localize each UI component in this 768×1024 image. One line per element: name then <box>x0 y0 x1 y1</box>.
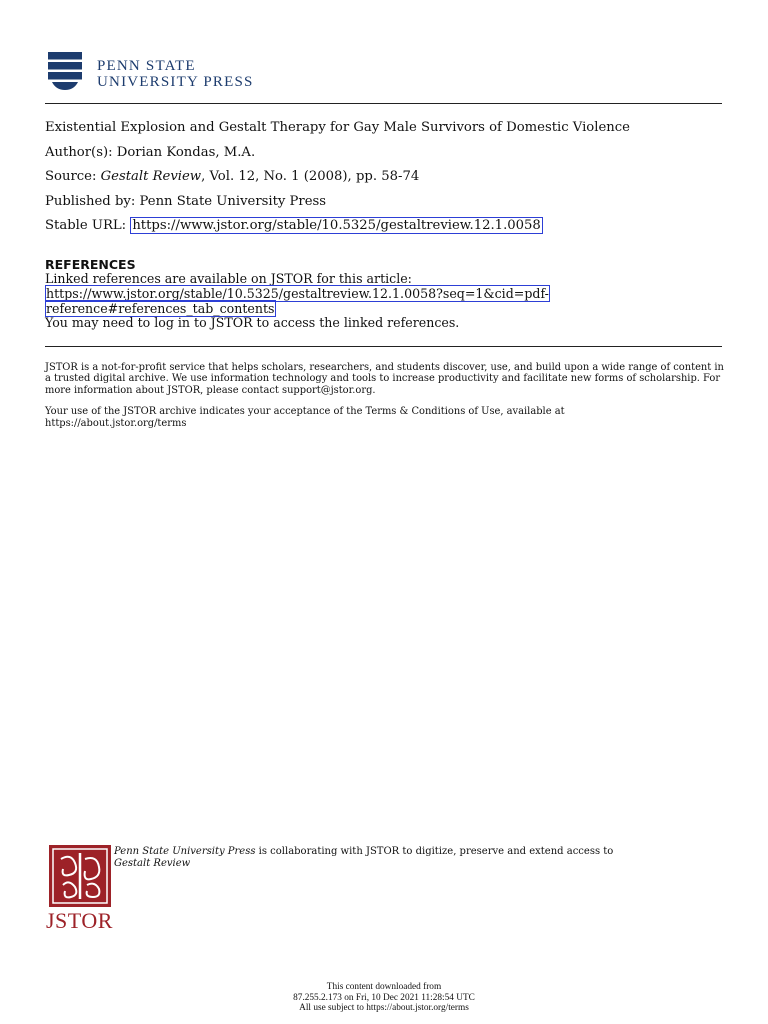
article-title: Existential Explosion and Gestalt Therapy for Gay Male Survivors of Domestic Violence <box>45 120 630 135</box>
author-name: Dorian Kondas, M.A. <box>116 144 256 160</box>
references-block <box>45 272 550 331</box>
stable-url-line: Stable URL: https://www.jstor.org/stable/10.5325/gestaltreview.12.1.0058 <box>45 218 541 234</box>
publisher-name: Penn State University Press <box>139 193 327 209</box>
authors-line: Author(s): Dorian Kondas, M.A. <box>45 144 256 160</box>
notice-paragraph-2: Your use of the JSTOR archive indicates your acceptance of the Terms & Conditions of Use, available at https://about.jstor.org/terms <box>45 406 565 429</box>
publisher-line1: PENN STATE <box>97 58 196 74</box>
footer-terms: All use subject to https://about.jstor.org/terms <box>299 1003 469 1014</box>
jstor-logo-icon <box>49 845 111 907</box>
download-footer: This content downloaded from 87.255.2.173 on Fri, 10 Dec 2021 11:28:54 UTC All use subject to https://about.jstor.org/terms <box>0 982 768 1014</box>
collab-publisher: Penn State University Press <box>114 846 256 857</box>
jstor-notice <box>45 362 725 439</box>
collab-journal: Gestalt Review <box>114 857 191 869</box>
source-details: , Vol. 12, No. 1 (2008), pp. 58-74 <box>201 169 420 185</box>
middle-divider <box>45 346 722 347</box>
source-line: Source: Gestalt Review, Vol. 12, No. 1 (2008), pp. 58-74 <box>45 169 420 185</box>
references-link-part1[interactable]: https://www.jstor.org/stable/10.5325/gestaltreview.12.1.0058?seq=1&cid=pdf- <box>46 285 549 301</box>
references-link-part2[interactable]: reference#references_tab_contents <box>46 300 275 316</box>
references-intro: Linked references are available on JSTOR for this article: <box>45 271 412 286</box>
top-divider <box>45 103 722 104</box>
notice-paragraph-1: JSTOR is a not-for-profit service that helps scholars, researchers, and students discover, use, and build upon a wide range of content in a trusted digital archive. We use information technology and tools to increase productivity and facilitate new forms of scholarship. For more information about JSTOR, please contact support@jstor.org. <box>45 362 724 396</box>
references-login-note: You may need to log in to JSTOR to access the linked references. <box>45 315 460 331</box>
source-journal: Gestalt Review <box>100 169 202 185</box>
article-metadata <box>45 116 630 239</box>
penn-state-shield-icon <box>48 52 82 90</box>
publisher-line: Published by: Penn State University Press <box>45 193 327 209</box>
stable-url-link[interactable]: https://www.jstor.org/stable/10.5325/gestaltreview.12.1.0058 <box>132 218 541 234</box>
references-heading: REFERENCES <box>45 257 136 272</box>
publisher-wordmark <box>97 58 254 90</box>
jstor-wordmark: JSTOR <box>46 908 113 933</box>
collaboration-statement: Penn State University Press is collaborating with JSTOR to digitize, preserve and extend access to Gestalt Review <box>114 846 614 869</box>
terms-link[interactable]: https://about.jstor.org/terms <box>45 417 187 429</box>
publisher-line2: UNIVERSITY PRESS <box>97 74 254 90</box>
